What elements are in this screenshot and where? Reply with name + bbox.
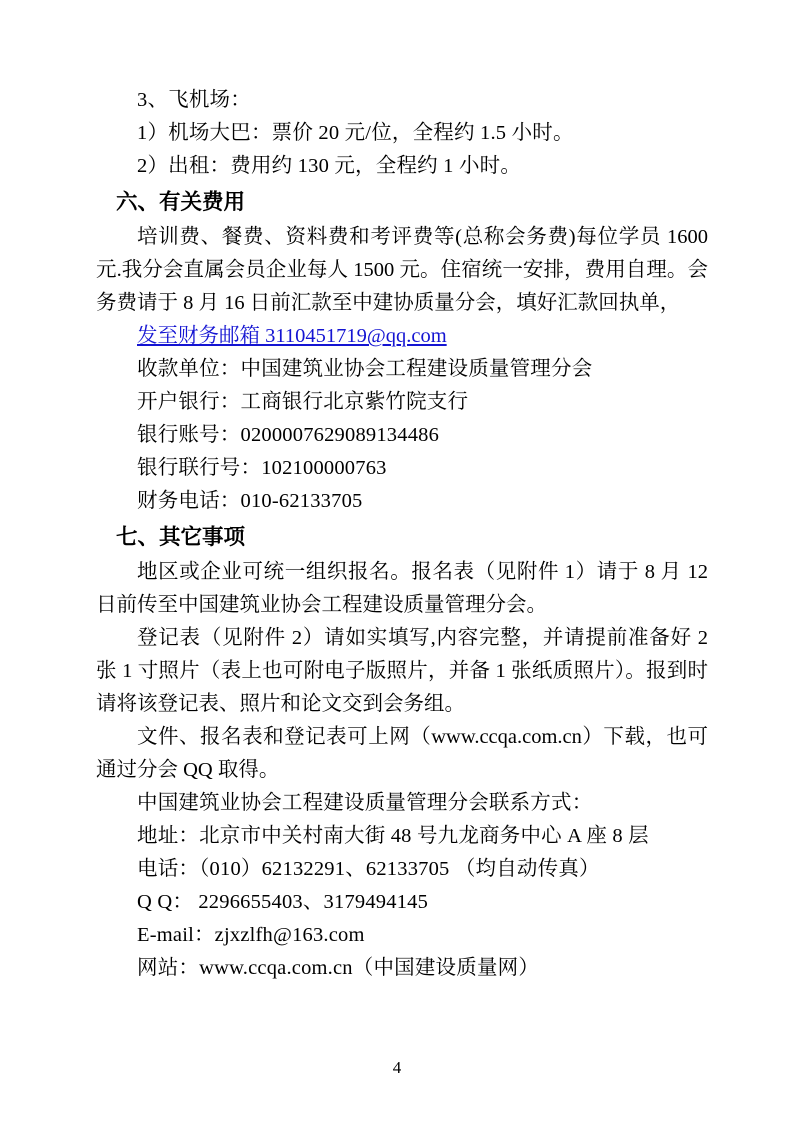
line-bank-account: 银行账号：0200007629089134486 bbox=[137, 424, 440, 446]
line-finance-phone: 财务电话：010-62133705 bbox=[137, 490, 363, 512]
para-registration: 地区或企业可统一组织报名。报名表（见附件 1）请于 8 月 12 日前传至中国建筑业协会工程建设质量管理分会。 bbox=[96, 561, 708, 616]
para-fee-description: 培训费、餐费、资料费和考评费等(总称会务费)每位学员 1600 元.我分会直属会员企业每人 1500 元。住宿统一安排，费用自理。会务费请于 8 月 16 日前汇款至中建协质量分会，填好汇款回执单， bbox=[96, 226, 708, 314]
item-3-1-airport-bus: 1）机场大巴：票价 20 元/位，全程约 1.5 小时。 bbox=[137, 122, 574, 144]
line-contact-intro: 中国建筑业协会工程建设质量管理分会联系方式： bbox=[137, 792, 593, 814]
link-finance-email-row bbox=[96, 320, 708, 353]
line-qq: Q Q： 2296655403、3179494145 bbox=[137, 891, 429, 913]
para-download: 文件、报名表和登记表可上网（www.ccqa.com.cn）下载，也可通过分会 QQ 取得。 bbox=[96, 726, 708, 781]
line-phone: 电话：（010）62132291、62133705 （均自动传真） bbox=[137, 858, 600, 880]
link-finance-email[interactable]: 发至财务邮箱 3110451719@qq.com bbox=[137, 325, 447, 347]
line-email: E-mail：zjxzlfh@163.com bbox=[137, 924, 365, 946]
line-bank-code: 银行联行号：102100000763 bbox=[137, 457, 387, 479]
heading-six-fees: 六、有关费用 bbox=[116, 190, 246, 214]
line-website: 网站：www.ccqa.com.cn（中国建设质量网） bbox=[137, 957, 540, 979]
line-bank-name: 开户银行：工商银行北京紫竹院支行 bbox=[137, 391, 469, 413]
line-payee: 收款单位：中国建筑业协会工程建设质量管理分会 bbox=[137, 358, 593, 380]
document-body bbox=[96, 84, 708, 985]
line-address: 地址：北京市中关村南大街 48 号九龙商务中心 A 座 8 层 bbox=[137, 825, 649, 847]
heading-seven-other: 七、其它事项 bbox=[116, 525, 246, 549]
page-number: 4 bbox=[392, 1058, 402, 1077]
para-form-photos: 登记表（见附件 2）请如实填写,内容完整，并请提前准备好 2 张 1 寸照片（表上也可附电子版照片，并备 1 张纸质照片）。报到时请将该登记表、照片和论文交到会务组。 bbox=[96, 627, 708, 715]
item-3-2-taxi: 2）出租：费用约 130 元，全程约 1 小时。 bbox=[137, 155, 522, 177]
item-3-airport: 3、飞机场： bbox=[137, 89, 251, 111]
